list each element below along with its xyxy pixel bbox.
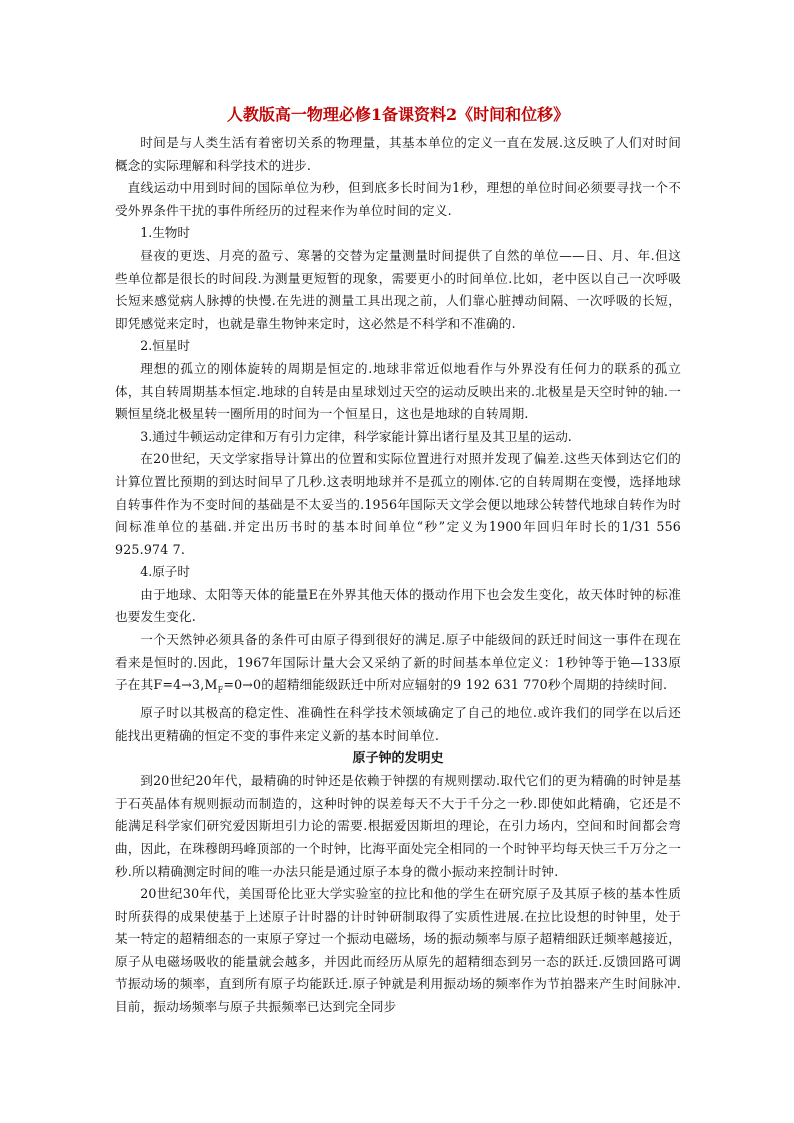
cesium-text-part-2: =0→0的超精细能级跃迁中所对应辐射的9 192 631 770秒个周期的持续时间. bbox=[223, 677, 668, 693]
paragraph-clock-history-1930s: 20世纪30年代，美国哥伦比亚大学实验室的拉比和他的学生在研究原子及其原子核的基本性质时所获得的成果使基于上述原子计时器的计时钟研制取得了实质性进展.在拉比设想的时钟里，处于某一特定的超精细态的一束原子穿过一个振动电磁场，场的振动频率与原子超精细跃迁频率越接近，原子从电磁场吸收的能量就会越多，并因此而经历从原先的超精细态到另一态的跃迁.反馈回路可调节振动场的频率，直到所有原子均能跃迁.原子钟就是利用振动场的频率作为节拍器来产生时间脉冲.目前，振动场频率与原子共振频率已达到完全同步 bbox=[115, 886, 681, 1015]
paragraph-sidereal-time: 理想的孤立的刚体旋转的周期是恒定的.地球非常近似地看作与外界没有任何力的联系的孤立体，其自转周期基本恒定.地球的自转是由星球划过天空的运动反映出来的.北极星是天空时钟的轴.一颗恒星绕北极星转一圈所用的时间为一个恒星日，这也是地球的自转周期. bbox=[115, 360, 681, 422]
paragraph-biological-time: 昼夜的更迭、月亮的盈亏、寒暑的交替为定量测量时间提供了自然的单位——日、月、年.但这些单位都是很长的时间段.为测量更短暂的现象，需要更小的时间单位.比如，老中医以自己一次呼吸长短来感觉病人脉搏的快慢.在先进的测量工具出现之前，人们靠心脏搏动间隔、一次呼吸的长短，即凭感觉来定时，也就是靠生物钟来定时，这必然是不科学和不准确的. bbox=[115, 247, 681, 331]
heading-atomic-time: 4.原子时 bbox=[140, 564, 190, 580]
paragraph-atomic-stability: 原子时以其极高的稳定性、准确性在科学技术领域确定了自己的地位.或许我们的同学在以后还能找出更精确的恒定不变的事件来定义新的基本时间单位. bbox=[115, 705, 681, 743]
paragraph-ephemeris-time: 在20世纪，天文学家指导计算出的位置和实际位置进行对照并发现了偏差.这些天体到达它们的计算位置比预期的到达时间早了几秒.这表明地球并不是孤立的刚体.它的自转周期在变慢，选择地球自转事件作为不变时间的基础是不太妥当的.1956年国际天文学会便以地球公转替代地球自转作为时间标准单位的基础.并定出历书时的基本时间单位“秒”定义为1900年回归年时长的1/31 556 925.974 7. bbox=[115, 451, 681, 557]
heading-sidereal-time: 2.恒星时 bbox=[140, 338, 190, 354]
heading-newton-gravity: 3.通过牛顿运动定律和万有引力定律，科学家能计算出诸行星及其卫星的运动. bbox=[140, 428, 572, 444]
paragraph-clock-history-1920s: 到20世纪20年代，最精确的时钟还是依赖于钟摆的有规则摆动.取代它们的更为精确的时钟是基于石英晶体有规则振动而制造的，这种时钟的误差每天不大于千分之一秒.即使如此精确，它还是不能满足科学家们研究爱因斯坦引力论的需要.根据爱因斯坦的理论，在引力场内，空间和时间都会弯曲，因此，在珠穆朗玛峰顶部的一个时钟，比海平面处完全相同的一个时钟平均每天快三千万分之一秒.所以精确测定时间的唯一办法只能是通过原子本身的微小振动来控制计时钟. bbox=[115, 773, 681, 879]
section-subtitle: 原子钟的发明史 bbox=[352, 750, 444, 766]
paragraph-unit-definition: 直线运动中用到时间的国际单位为秒，但到底多长时间为1秒，理想的单位时间必须要寻找一个不受外界条件干扰的事件所经历的过程来作为单位时间的定义. bbox=[115, 180, 681, 218]
document-title: 人教版高一物理必修1备课资料2《时间和位移》 bbox=[226, 105, 570, 124]
paragraph-intro: 时间是与人类生活有着密切关系的物理量，其基本单位的定义一直在发展.这反映了人们对时间概念的实际理解和科学技术的进步. bbox=[115, 135, 681, 173]
paragraph-celestial-perturbation: 由于地球、太阳等天体的能量E在外界其他天体的摄动作用下也会发生变化，故天体时钟的标准也要发生变化. bbox=[115, 586, 681, 625]
cesium-subscript: F bbox=[217, 685, 224, 695]
heading-biological-time: 1.生物时 bbox=[140, 225, 190, 241]
document-body bbox=[115, 104, 681, 1019]
paragraph-cesium-definition bbox=[115, 629, 681, 702]
cesium-text-part-1: 一个天然钟必须具备的条件可由原子得到很好的满足.原子中能级间的跃迁时间这一事件在现在看来是恒时的.因此，1967年国际计量大会又采纳了新的时间基本单位定义：1秒钟等于铯—133原子在其F=4→3,M bbox=[115, 632, 681, 693]
